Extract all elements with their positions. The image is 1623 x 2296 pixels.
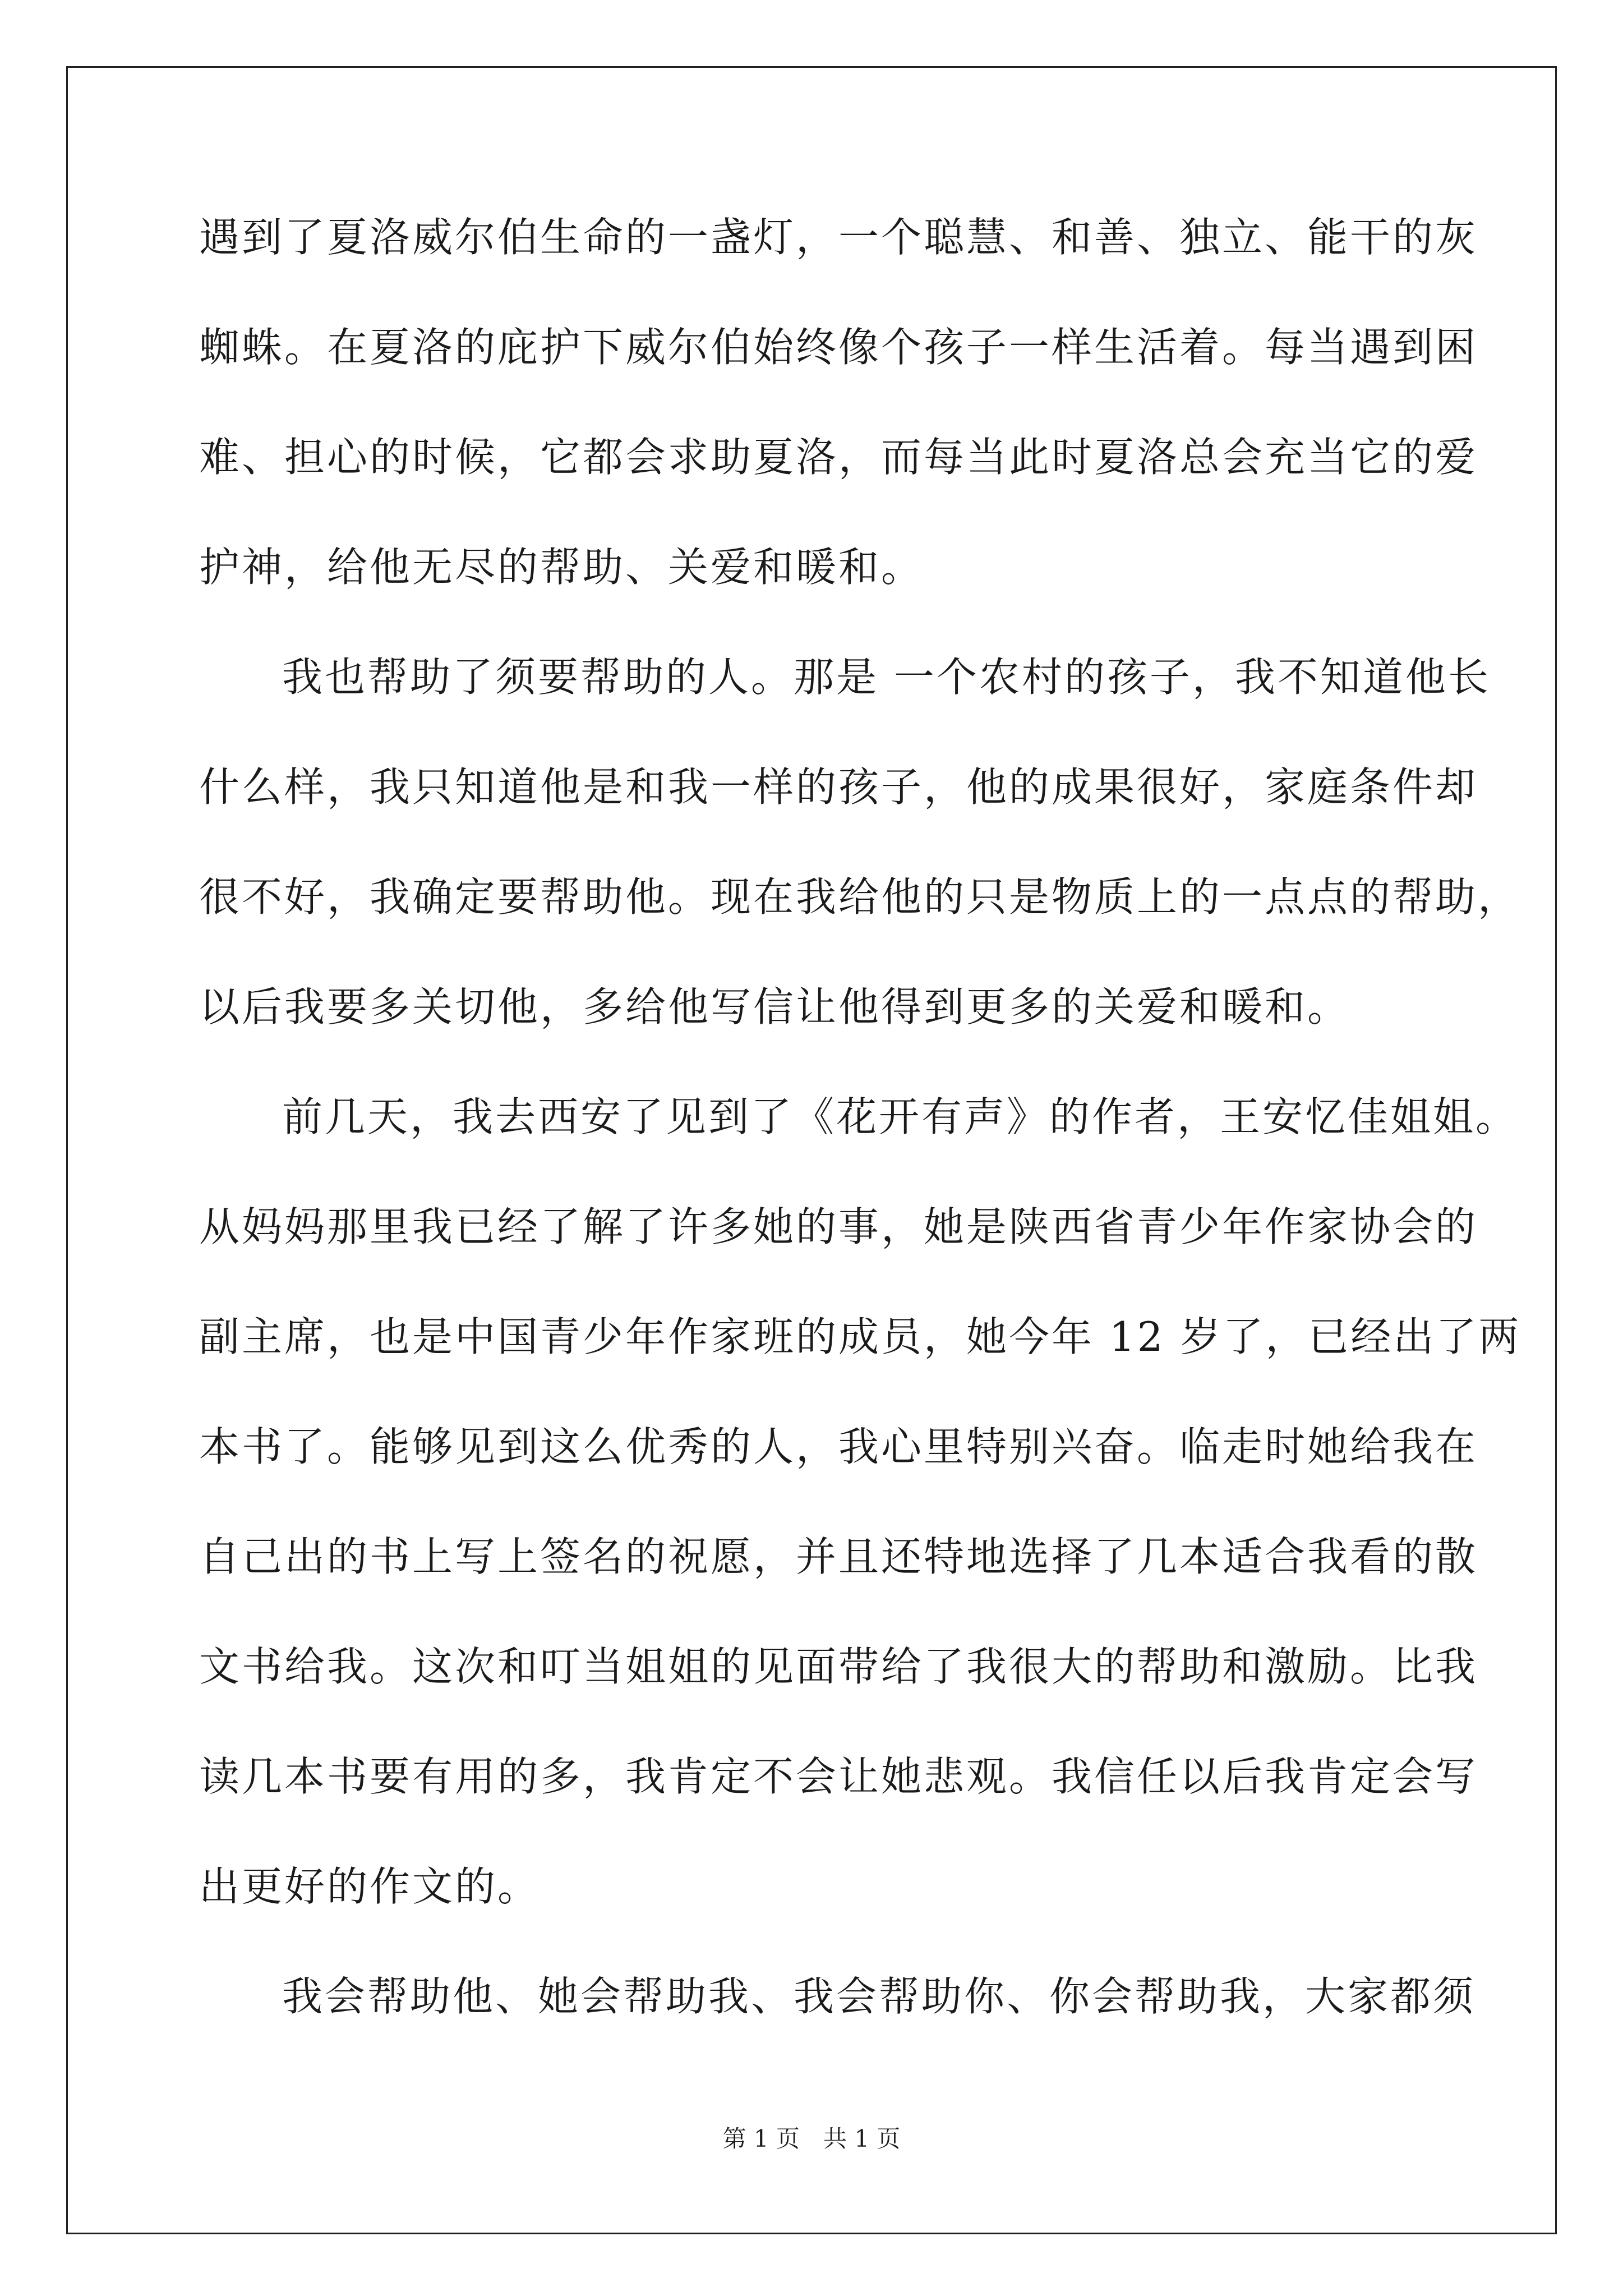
text-line: 读几本书要有用的多，我肯定不会让她悲观。我信任以后我肯定会写 <box>199 1753 1478 1800</box>
text-line: 本书了。能够见到这么优秀的人，我心里特别兴奋。临走时她给我在 <box>199 1423 1478 1470</box>
page-footer: 第 1 页 共 1 页 <box>722 2125 901 2152</box>
text-line: 遇到了夏洛威尔伯生命的一盏灯，一个聪慧、和善、独立、能干的灰 <box>199 214 1478 261</box>
text-line: 难、担心的时候，它都会求助夏洛，而每当此时夏洛总会充当它的爱 <box>199 434 1478 481</box>
document-body <box>199 210 1521 2079</box>
text-line: 副主席，也是中国青少年作家班的成员，她今年 12 岁了，已经出了两 <box>199 1313 1521 1360</box>
paragraph-first-line: 我也帮助了须要帮助的人。那是 一个农村的孩子，我不知道他长 <box>282 654 1491 701</box>
paragraph-first-line: 我会帮助他、她会帮助我、我会帮助你、你会帮助我，大家都须 <box>282 1973 1476 2020</box>
text-line: 很不好，我确定要帮助他。现在我给他的只是物质上的一点点的帮助， <box>199 873 1521 921</box>
paragraph-first-line: 前几天，我去西安了见到了《花开有声》的作者，王安忆佳姐姐。 <box>282 1093 1519 1140</box>
text-line: 护神，给他无尽的帮助、关爱和暖和。 <box>199 544 924 591</box>
text-line: 什么样，我只知道他是和我一样的孩子，他的成果很好，家庭条件却 <box>199 763 1478 811</box>
text-line: 从妈妈那里我已经了解了许多她的事，她是陕西省青少年作家协会的 <box>199 1203 1478 1250</box>
text-line: 文书给我。这次和叮当姐姐的见面带给了我很大的帮助和激励。比我 <box>199 1643 1478 1690</box>
text-line: 以后我要多关切他，多给他写信让他得到更多的关爱和暖和。 <box>199 983 1350 1030</box>
text-line: 自己出的书上写上签名的祝愿，并且还特地选择了几本适合我看的散 <box>199 1533 1478 1580</box>
text-line: 出更好的作文的。 <box>199 1863 541 1910</box>
text-line: 蜘蛛。在夏洛的庇护下威尔伯始终像个孩子一样生活着。每当遇到困 <box>199 324 1478 371</box>
